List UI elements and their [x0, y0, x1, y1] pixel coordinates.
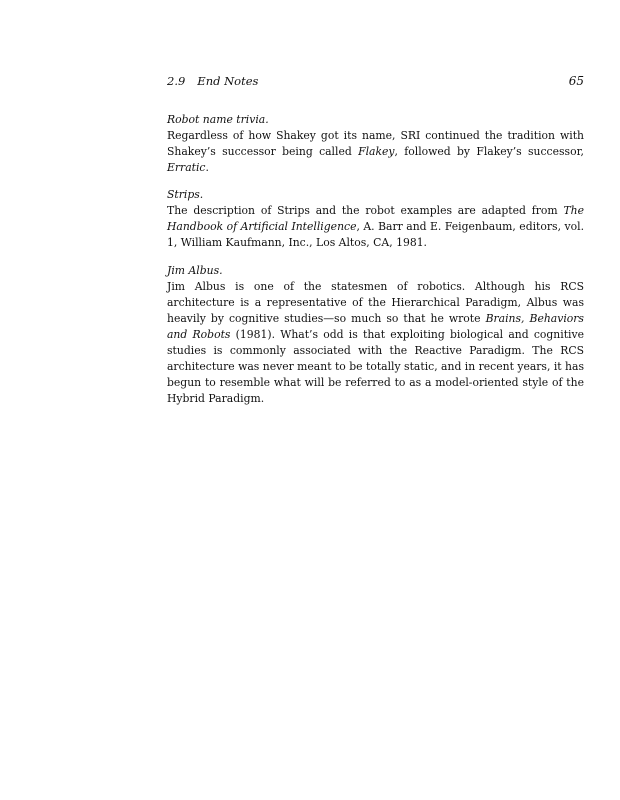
note-body — [167, 128, 584, 176]
note-body — [167, 279, 584, 408]
note-text: (1981). What’s odd is that exploiting biological and cognitive studies is commonly associated with the Reactive Paradigm. The RCS architecture was never meant to be totally static, and in recent years, it has begun to resemble what will be referred to as a model-oriented style of the Hybrid Paradigm. — [167, 327, 584, 406]
section-heading — [167, 72, 258, 90]
note-text: The description of Strips and the robot examples are adapted from — [167, 204, 564, 218]
note-title: Jim Albus. — [167, 263, 223, 277]
note-text: . — [205, 161, 209, 175]
note-italic-text: Flakey — [358, 145, 395, 159]
section-number: 2.9 — [167, 74, 186, 88]
note-body — [167, 203, 584, 251]
note-italic-text: The Handbook of Artificial Intelligence — [167, 204, 584, 234]
note-title: Robot name trivia. — [167, 113, 269, 126]
note-text: , A. Barr and E. Feigenbaum, editors, vol. 1, William Kaufmann, Inc., Los Altos, CA, 1981. — [167, 220, 584, 250]
note-text: Regardless of how Shakey got its name, SRI continued the tradition with Shakey’s successor being called — [167, 129, 584, 159]
page-content — [167, 72, 584, 407]
note-italic-text: Brains, Behaviors and Robots — [167, 311, 584, 341]
note-text: Jim Albus is one of the statesmen of robotics. Although his RCS architecture is a representative of the Hierarchical Paradigm, Albus was heavily by cognitive studies—so much so that he wrote — [167, 279, 584, 325]
end-note-robot-name-trivia — [167, 111, 584, 176]
section-title: End Notes — [197, 74, 259, 88]
note-title: Strips. — [167, 188, 204, 202]
note-text: , followed by Flakey’s successor, — [394, 145, 584, 159]
end-note-jim-albus — [167, 262, 584, 408]
page-number: 65 — [568, 74, 584, 88]
running-header — [167, 72, 584, 90]
note-italic-text: Erratic — [167, 161, 206, 175]
end-note-strips — [167, 186, 584, 251]
